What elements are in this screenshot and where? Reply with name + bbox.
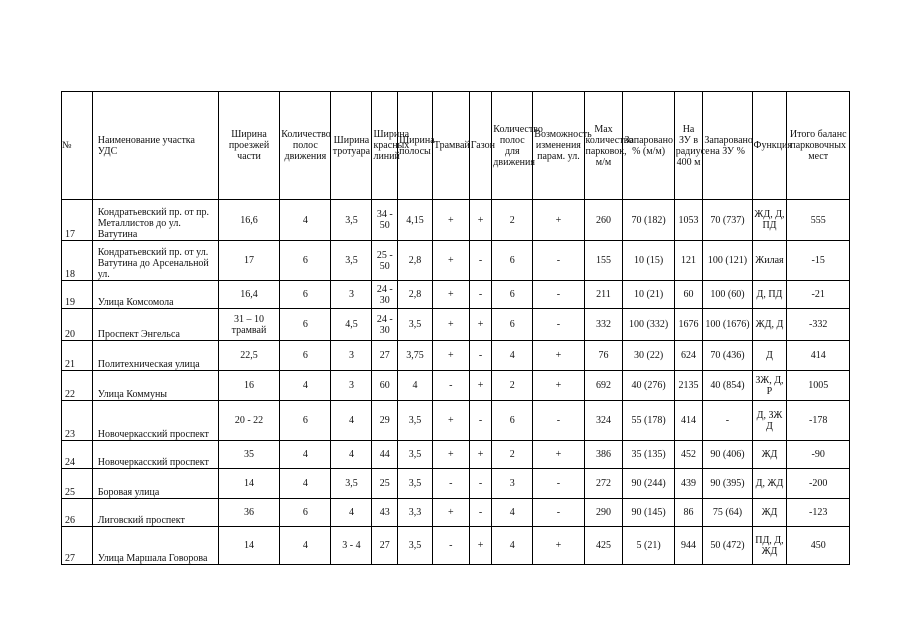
cell-red-lines: 44 <box>372 441 398 469</box>
cell-lawn: - <box>469 499 492 527</box>
cell-tram: - <box>432 371 469 401</box>
cell-lanes: 4 <box>280 469 331 499</box>
cell-lanes: 6 <box>280 401 331 441</box>
cell-change: - <box>533 469 584 499</box>
cell-zu-radius: 944 <box>674 527 703 565</box>
cell-sidewalk: 3 - 4 <box>331 527 372 565</box>
cell-max-parking: 211 <box>584 281 623 309</box>
cell-red-lines: 27 <box>372 527 398 565</box>
cell-occupied: 90 (244) <box>623 469 674 499</box>
cell-lanes-move: 4 <box>492 499 533 527</box>
col-header-name: Наименование участка УДС <box>92 92 218 200</box>
cell-zu-radius: 1053 <box>674 200 703 241</box>
cell-road-width: 16,4 <box>218 281 279 309</box>
cell-change: - <box>533 281 584 309</box>
cell-tram: + <box>432 200 469 241</box>
cell-red-lines: 24 - 30 <box>372 281 398 309</box>
cell-zu-radius: 2135 <box>674 371 703 401</box>
cell-red-lines: 34 - 50 <box>372 200 398 241</box>
cell-zu-occupied: 70 (737) <box>703 200 752 241</box>
col-header-tram: Трамвай <box>432 92 469 200</box>
cell-zu-radius: 60 <box>674 281 703 309</box>
cell-function: ЖД <box>752 441 787 469</box>
cell-axis: 3,5 <box>398 309 433 341</box>
col-header-axis: Ширина полосы <box>398 92 433 200</box>
cell-tram: + <box>432 281 469 309</box>
header-row <box>62 92 850 200</box>
cell-num: 23 <box>62 401 93 441</box>
cell-max-parking: 692 <box>584 371 623 401</box>
cell-num: 25 <box>62 469 93 499</box>
cell-max-parking: 272 <box>584 469 623 499</box>
cell-axis: 3,5 <box>398 469 433 499</box>
cell-zu-occupied: 40 (854) <box>703 371 752 401</box>
cell-change: + <box>533 200 584 241</box>
cell-balance: 1005 <box>787 371 850 401</box>
cell-zu-occupied: 90 (406) <box>703 441 752 469</box>
cell-axis: 2,8 <box>398 281 433 309</box>
cell-axis: 4,15 <box>398 200 433 241</box>
cell-zu-occupied: - <box>703 401 752 441</box>
cell-balance: -90 <box>787 441 850 469</box>
cell-sidewalk: 4,5 <box>331 309 372 341</box>
cell-num: 17 <box>62 200 93 241</box>
cell-lanes-move: 3 <box>492 469 533 499</box>
cell-road-width: 14 <box>218 469 279 499</box>
table-row <box>62 527 850 565</box>
table-row <box>62 401 850 441</box>
cell-lanes-move: 6 <box>492 401 533 441</box>
cell-occupied: 5 (21) <box>623 527 674 565</box>
cell-sidewalk: 4 <box>331 499 372 527</box>
cell-balance: 414 <box>787 341 850 371</box>
cell-name: Улица Коммуны <box>92 371 218 401</box>
table-row <box>62 309 850 341</box>
col-header-function: Функция <box>752 92 787 200</box>
cell-road-width: 35 <box>218 441 279 469</box>
cell-sidewalk: 3,5 <box>331 241 372 281</box>
cell-road-width: 20 - 22 <box>218 401 279 441</box>
cell-balance: -123 <box>787 499 850 527</box>
cell-tram: - <box>432 527 469 565</box>
cell-function: ЖД, Д <box>752 309 787 341</box>
cell-zu-radius: 121 <box>674 241 703 281</box>
col-header-zu-occupied: Запаровано на ЗУ % <box>703 92 752 200</box>
cell-zu-radius: 1676 <box>674 309 703 341</box>
cell-road-width: 22,5 <box>218 341 279 371</box>
cell-occupied: 40 (276) <box>623 371 674 401</box>
cell-sidewalk: 3,5 <box>331 200 372 241</box>
cell-lanes: 6 <box>280 309 331 341</box>
cell-zu-radius: 414 <box>674 401 703 441</box>
cell-axis: 3,5 <box>398 441 433 469</box>
cell-lawn: + <box>469 200 492 241</box>
cell-name: Проспект Энгельса <box>92 309 218 341</box>
cell-road-width: 31 – 10 трамвай <box>218 309 279 341</box>
table-row <box>62 281 850 309</box>
cell-function: Д, ЗЖ Д <box>752 401 787 441</box>
cell-name: Новочеркасский проспект <box>92 401 218 441</box>
cell-lanes: 4 <box>280 441 331 469</box>
cell-zu-radius: 452 <box>674 441 703 469</box>
cell-road-width: 16 <box>218 371 279 401</box>
cell-change: - <box>533 499 584 527</box>
cell-lawn: + <box>469 309 492 341</box>
cell-max-parking: 425 <box>584 527 623 565</box>
cell-balance: -200 <box>787 469 850 499</box>
table-row <box>62 241 850 281</box>
cell-road-width: 17 <box>218 241 279 281</box>
cell-sidewalk: 4 <box>331 441 372 469</box>
cell-road-width: 16,6 <box>218 200 279 241</box>
cell-max-parking: 324 <box>584 401 623 441</box>
cell-red-lines: 24 - 30 <box>372 309 398 341</box>
cell-num: 19 <box>62 281 93 309</box>
cell-balance: 555 <box>787 200 850 241</box>
cell-tram: + <box>432 441 469 469</box>
cell-num: 21 <box>62 341 93 371</box>
cell-num: 24 <box>62 441 93 469</box>
cell-lawn: - <box>469 401 492 441</box>
cell-lawn: + <box>469 371 492 401</box>
cell-red-lines: 27 <box>372 341 398 371</box>
cell-lawn: - <box>469 281 492 309</box>
cell-function: Д, ПД <box>752 281 787 309</box>
cell-zu-occupied: 90 (395) <box>703 469 752 499</box>
cell-num: 26 <box>62 499 93 527</box>
cell-name: Боровая улица <box>92 469 218 499</box>
col-header-lanes-move: Количество полос для движения <box>492 92 533 200</box>
cell-name: Лиговский проспект <box>92 499 218 527</box>
col-header-zu-radius: На ЗУ в радиусе 400 м <box>674 92 703 200</box>
cell-lawn: - <box>469 341 492 371</box>
cell-change: - <box>533 241 584 281</box>
table-row <box>62 371 850 401</box>
cell-balance: -178 <box>787 401 850 441</box>
cell-lawn: + <box>469 527 492 565</box>
cell-zu-occupied: 70 (436) <box>703 341 752 371</box>
cell-change: + <box>533 371 584 401</box>
cell-zu-occupied: 100 (60) <box>703 281 752 309</box>
cell-change: - <box>533 401 584 441</box>
cell-function: ПД, Д, ЖД <box>752 527 787 565</box>
cell-zu-occupied: 75 (64) <box>703 499 752 527</box>
cell-red-lines: 43 <box>372 499 398 527</box>
cell-axis: 3,5 <box>398 527 433 565</box>
cell-lanes: 6 <box>280 241 331 281</box>
cell-function: ЖД, Д, ПД <box>752 200 787 241</box>
col-header-num: № <box>62 92 93 200</box>
cell-name: Кондратьевский пр. от ул. Ватутина до Арсенальной ул. <box>92 241 218 281</box>
cell-lanes-move: 6 <box>492 309 533 341</box>
col-header-sidewalk: Ширина тротуара <box>331 92 372 200</box>
cell-zu-occupied: 50 (472) <box>703 527 752 565</box>
cell-lawn: - <box>469 241 492 281</box>
col-header-red-lines: Ширина красных линий <box>372 92 398 200</box>
cell-num: 22 <box>62 371 93 401</box>
cell-occupied: 10 (15) <box>623 241 674 281</box>
cell-num: 27 <box>62 527 93 565</box>
cell-occupied: 55 (178) <box>623 401 674 441</box>
cell-occupied: 100 (332) <box>623 309 674 341</box>
cell-function: Жилая <box>752 241 787 281</box>
cell-zu-radius: 86 <box>674 499 703 527</box>
cell-tram: + <box>432 499 469 527</box>
cell-tram: + <box>432 341 469 371</box>
cell-tram: + <box>432 241 469 281</box>
cell-sidewalk: 4 <box>331 401 372 441</box>
cell-name: Новочеркасский проспект <box>92 441 218 469</box>
cell-zu-radius: 439 <box>674 469 703 499</box>
cell-lawn: - <box>469 469 492 499</box>
cell-axis: 3,5 <box>398 401 433 441</box>
col-header-occupied: Запаровано % (м/м) <box>623 92 674 200</box>
cell-balance: -332 <box>787 309 850 341</box>
cell-road-width: 36 <box>218 499 279 527</box>
cell-axis: 4 <box>398 371 433 401</box>
cell-tram: - <box>432 469 469 499</box>
cell-lanes-move: 4 <box>492 527 533 565</box>
col-header-lawn: Газон <box>469 92 492 200</box>
cell-road-width: 14 <box>218 527 279 565</box>
cell-lanes-move: 6 <box>492 241 533 281</box>
cell-zu-occupied: 100 (121) <box>703 241 752 281</box>
cell-lawn: + <box>469 441 492 469</box>
cell-function: ЖД <box>752 499 787 527</box>
table-row <box>62 469 850 499</box>
col-header-max-parking: Max количество парковок, м/м <box>584 92 623 200</box>
cell-function: Д <box>752 341 787 371</box>
cell-function: ЗЖ, Д, Р <box>752 371 787 401</box>
cell-axis: 2,8 <box>398 241 433 281</box>
table-row <box>62 200 850 241</box>
cell-occupied: 10 (21) <box>623 281 674 309</box>
cell-tram: + <box>432 401 469 441</box>
cell-red-lines: 60 <box>372 371 398 401</box>
cell-name: Политехническая улица <box>92 341 218 371</box>
cell-name: Кондратьевский пр. от пр. Металлистов до ул. Ватутина <box>92 200 218 241</box>
cell-max-parking: 260 <box>584 200 623 241</box>
cell-occupied: 35 (135) <box>623 441 674 469</box>
col-header-change: Возможность изменения парам. ул. <box>533 92 584 200</box>
cell-lanes: 4 <box>280 527 331 565</box>
cell-change: - <box>533 309 584 341</box>
table-row <box>62 341 850 371</box>
cell-num: 18 <box>62 241 93 281</box>
col-header-balance: Итого баланс парковочных мест <box>787 92 850 200</box>
cell-max-parking: 332 <box>584 309 623 341</box>
cell-lanes: 6 <box>280 499 331 527</box>
cell-red-lines: 25 <box>372 469 398 499</box>
cell-change: + <box>533 527 584 565</box>
uds-parking-table <box>61 91 850 565</box>
cell-lanes: 4 <box>280 371 331 401</box>
cell-zu-radius: 624 <box>674 341 703 371</box>
cell-balance: -21 <box>787 281 850 309</box>
cell-lanes-move: 2 <box>492 371 533 401</box>
col-header-lanes: Количество полос движения <box>280 92 331 200</box>
cell-function: Д, ЖД <box>752 469 787 499</box>
cell-axis: 3,75 <box>398 341 433 371</box>
cell-num: 20 <box>62 309 93 341</box>
cell-zu-occupied: 100 (1676) <box>703 309 752 341</box>
cell-change: + <box>533 441 584 469</box>
cell-max-parking: 386 <box>584 441 623 469</box>
cell-balance: -15 <box>787 241 850 281</box>
cell-red-lines: 29 <box>372 401 398 441</box>
cell-lanes-move: 6 <box>492 281 533 309</box>
cell-sidewalk: 3 <box>331 371 372 401</box>
cell-occupied: 30 (22) <box>623 341 674 371</box>
cell-max-parking: 155 <box>584 241 623 281</box>
cell-lanes: 6 <box>280 341 331 371</box>
cell-lanes-move: 2 <box>492 200 533 241</box>
table-row <box>62 441 850 469</box>
cell-tram: + <box>432 309 469 341</box>
cell-sidewalk: 3,5 <box>331 469 372 499</box>
cell-occupied: 70 (182) <box>623 200 674 241</box>
cell-lanes-move: 4 <box>492 341 533 371</box>
table-row <box>62 499 850 527</box>
cell-balance: 450 <box>787 527 850 565</box>
cell-sidewalk: 3 <box>331 341 372 371</box>
cell-sidewalk: 3 <box>331 281 372 309</box>
col-header-road-width: Ширина проезжей части <box>218 92 279 200</box>
cell-max-parking: 76 <box>584 341 623 371</box>
cell-axis: 3,3 <box>398 499 433 527</box>
cell-name: Улица Комсомола <box>92 281 218 309</box>
cell-lanes: 6 <box>280 281 331 309</box>
cell-red-lines: 25 - 50 <box>372 241 398 281</box>
cell-lanes: 4 <box>280 200 331 241</box>
cell-occupied: 90 (145) <box>623 499 674 527</box>
cell-change: + <box>533 341 584 371</box>
cell-lanes-move: 2 <box>492 441 533 469</box>
cell-name: Улица Маршала Говорова <box>92 527 218 565</box>
cell-max-parking: 290 <box>584 499 623 527</box>
